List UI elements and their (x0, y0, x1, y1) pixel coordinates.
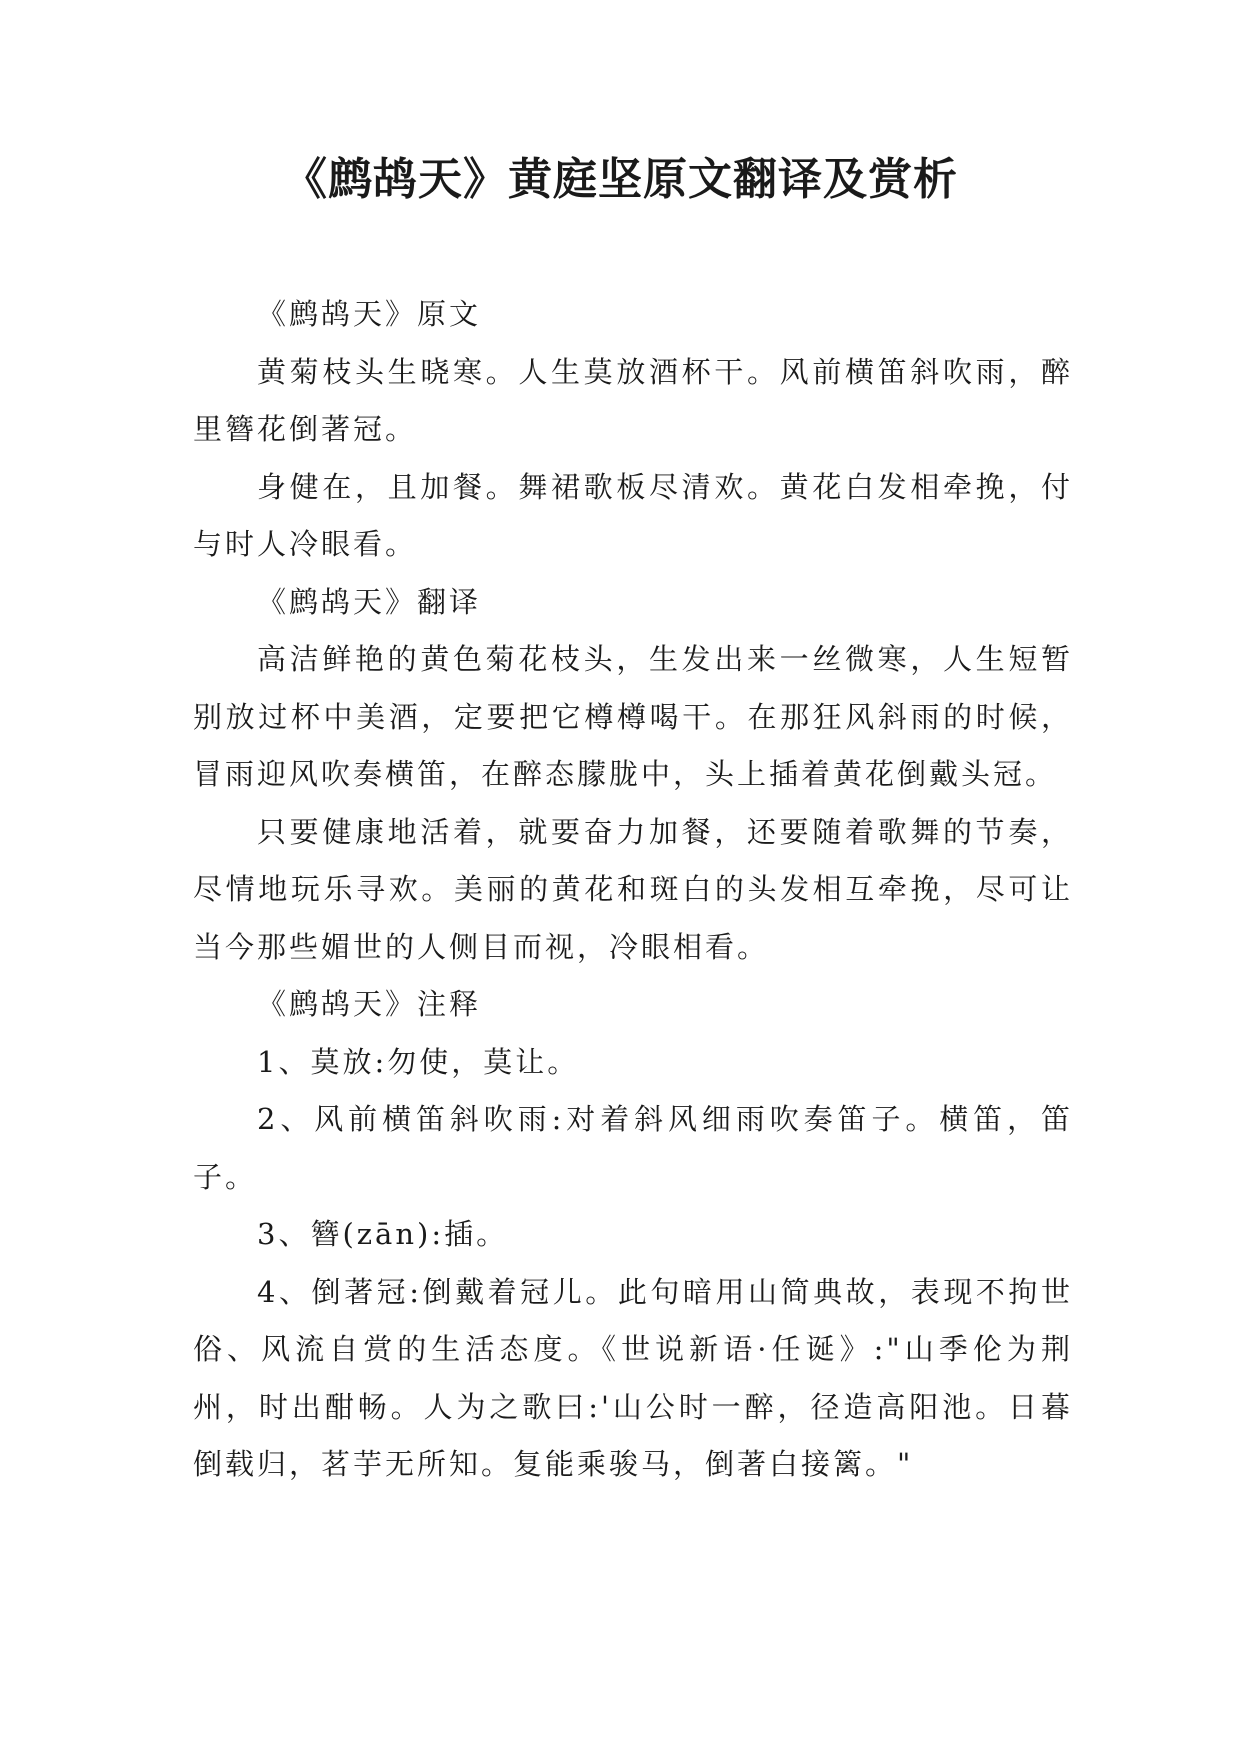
heading-notes: 《鹧鸪天》注释 (257, 987, 482, 1021)
poem-stanza-1: 黄菊枝头生晓寒。人生莫放酒杯干。风前横笛斜吹雨，醉里簪花倒著冠。 (193, 354, 1073, 446)
document-title: 《鹧鸪天》黄庭坚原文翻译及赏析 (283, 154, 958, 205)
document-body (193, 286, 1073, 1494)
translation-paragraph-2: 只要健康地活着，就要奋力加餐，还要随着歌舞的节奏，尽情地玩乐寻欢。美丽的黄花和斑白的头发相互牵挽，尽可让当今那些媚世的人侧目而视，冷眼相看。 (193, 814, 1073, 964)
note-3: 3、簪(zān):插。 (257, 1217, 509, 1251)
heading-translation: 《鹧鸪天》翻译 (257, 584, 482, 619)
note-1: 1、莫放:勿使，莫让。 (257, 1044, 580, 1079)
note-4: 4、倒著冠:倒戴着冠儿。此句暗用山简典故，表现不拘世俗、风流自赏的生活态度。《世说新语·任诞》:"山季伦为荆州，时出酣畅。人为之歌曰:'山公时一醉，径造高阳池。日暮倒载归，茗芋无所知。复能乘骏马，倒著白接篱。" (193, 1274, 1073, 1481)
translation-paragraph-1: 高洁鲜艳的黄色菊花枝头，生发出来一丝微寒，人生短暂别放过杯中美酒，定要把它樽樽喝干。在那狂风斜雨的时候，冒雨迎风吹奏横笛，在醉态朦胧中，头上插着黄花倒戴头冠。 (193, 642, 1073, 791)
poem-stanza-2: 身健在，且加餐。舞裙歌板尽清欢。黄花白发相牵挽，付与时人冷眼看。 (193, 469, 1073, 561)
note-2: 2、风前横笛斜吹雨:对着斜风细雨吹奏笛子。横笛，笛子。 (193, 1102, 1073, 1194)
heading-original: 《鹧鸪天》原文 (257, 297, 482, 331)
